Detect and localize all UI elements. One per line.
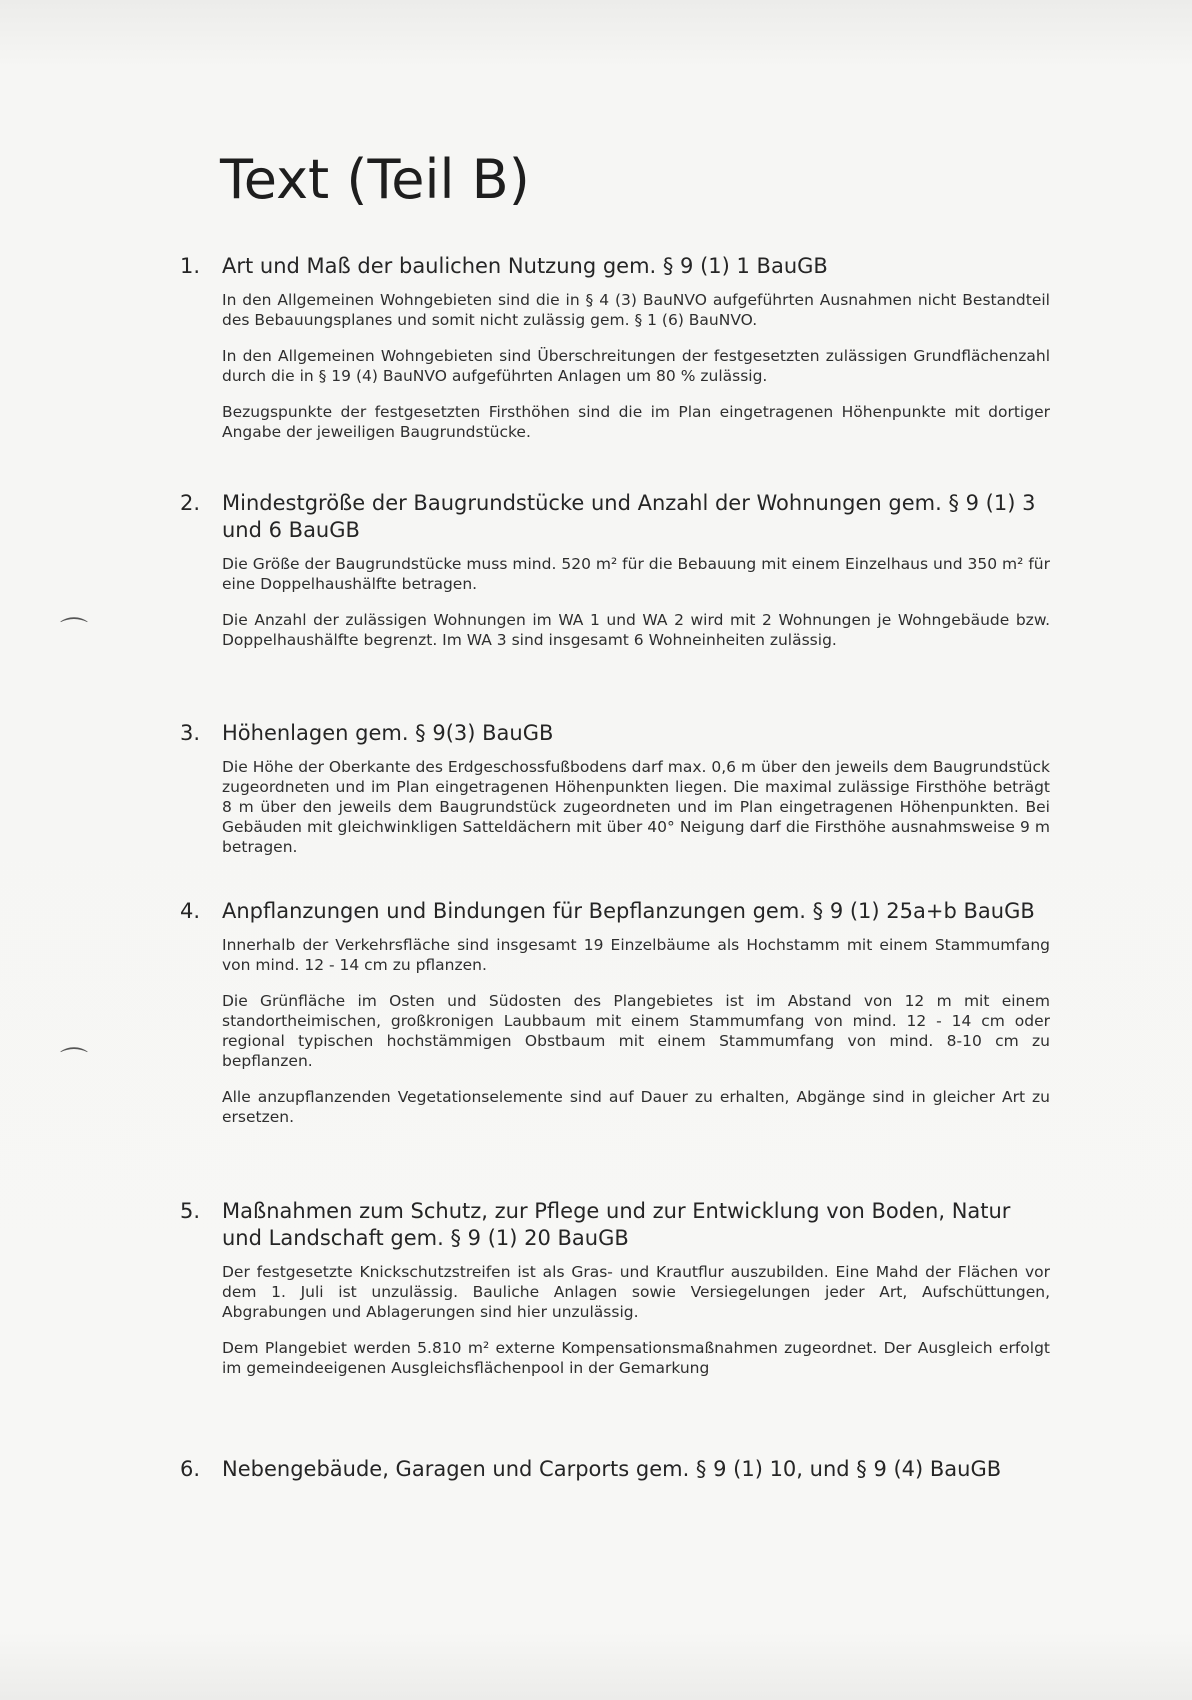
section-number: 3. — [180, 721, 201, 745]
section-title: Nebengebäude, Garagen und Carports gem. § 9 (1) 10, und § 9 (4) BauGB — [222, 1457, 1002, 1481]
section-number: 5. — [180, 1199, 201, 1223]
section-title: Höhenlagen gem. § 9(3) BauGB — [222, 721, 554, 745]
paragraph: Bezugspunkte der festgesetzten Firsthöhen sind die im Plan eingetragenen Höhenpunkte mit dortiger Angabe der jeweiligen Baugrundstücke. — [222, 403, 1050, 441]
page-title: Text (Teil B) — [220, 148, 530, 211]
section-heading — [180, 1456, 1050, 1483]
paragraph: Die Höhe der Oberkante des Erdgeschossfußbodens darf max. 0,6 m über den jeweils dem Baugrundstück zugeordneten und im Plan eingetragenen Höhenpunkten liegen. Die maximal zulässige Firsthöhe beträgt 8 m über den jeweils dem Baugrundstück zugeordneten und im Plan eingetragenen Höhenpunkten. Bei Gebäuden mit gleichwinkligen Satteldächern mit über 40° Neigung darf die Firsthöhe ausnahmsweise 9 m betragen. — [222, 758, 1050, 856]
paragraph: Die Größe der Baugrundstücke muss mind. 520 m² für die Bebauung mit einem Einzelhaus und 350 m² für eine Doppelhaushälfte betragen. — [222, 555, 1050, 593]
section-heading — [180, 253, 1050, 280]
section-title: Art und Maß der baulichen Nutzung gem. § 9 (1) 1 BauGB — [222, 254, 828, 278]
section-heading — [180, 1198, 1050, 1252]
paragraph: Dem Plangebiet werden 5.810 m² externe Kompensationsmaßnahmen zugeordnet. Der Ausgleich erfolgt im gemeindeeigenen Ausgleichsflächenpool in der Gemarkung — [222, 1339, 1050, 1377]
paragraph: Der festgesetzte Knickschutzstreifen ist als Gras- und Krautflur auszubilden. Eine Mahd der Flächen vor dem 1. Juli ist unzulässig. Bauliche Anlagen sowie Versiegelungen jeder Art, Aufschüttungen, Abgrabungen und Ablagerungen sind hier unzulässig. — [222, 1263, 1050, 1321]
section-5 — [180, 1198, 1050, 1378]
section-number: 6. — [180, 1457, 201, 1481]
paragraph: Innerhalb der Verkehrsfläche sind insgesamt 19 Einzelbäume als Hochstamm mit einem Stammumfang von mind. 12 - 14 cm zu pflanzen. — [222, 936, 1050, 974]
section-4 — [180, 898, 1050, 1127]
section-number: 2. — [180, 491, 201, 515]
section-6 — [180, 1456, 1050, 1483]
paragraph: In den Allgemeinen Wohngebieten sind die in § 4 (3) BauNVO aufgeführten Ausnahmen nicht Bestandteil des Bebauungsplanes und somit nicht zulässig gem. § 1 (6) BauNVO. — [222, 291, 1050, 329]
section-number: 4. — [180, 899, 201, 923]
section-title: Anpflanzungen und Bindungen für Bepflanzungen gem. § 9 (1) 25a+b BauGB — [222, 899, 1035, 923]
section-title: Mindestgröße der Baugrundstücke und Anzahl der Wohnungen gem. § 9 (1) 3 und 6 BauGB — [222, 491, 1036, 542]
section-number: 1. — [180, 254, 201, 278]
punch-hole-mark: ⌒ — [60, 615, 89, 648]
paragraph: Alle anzupflanzenden Vegetationselemente sind auf Dauer zu erhalten, Abgänge sind in gleicher Art zu ersetzen. — [222, 1088, 1050, 1126]
section-3 — [180, 720, 1050, 857]
section-2 — [180, 490, 1050, 650]
section-heading — [180, 898, 1050, 925]
paragraph: Die Anzahl der zulässigen Wohnungen im WA 1 und WA 2 wird mit 2 Wohnungen je Wohngebäude bzw. Doppelhaushälfte begrenzt. Im WA 3 sind insgesamt 6 Wohneinheiten zulässig. — [222, 611, 1050, 649]
paragraph: Die Grünfläche im Osten und Südosten des Plangebietes ist im Abstand von 12 m mit einem standortheimischen, großkronigen Laubbaum mit einem Stammumfang von mind. 12 - 14 cm oder regional typischen hochstämmigen Obstbaum mit einem Stammumfang von mind. 8-10 cm zu bepflanzen. — [222, 992, 1050, 1070]
paragraph: In den Allgemeinen Wohngebieten sind Überschreitungen der festgesetzten zulässigen Grundflächenzahl durch die in § 19 (4) BauNVO aufgeführten Anlagen um 80 % zulässig. — [222, 347, 1050, 385]
section-heading — [180, 720, 1050, 747]
section-1 — [180, 253, 1050, 442]
section-heading — [180, 490, 1050, 544]
section-title: Maßnahmen zum Schutz, zur Pflege und zur Entwicklung von Boden, Natur und Landschaft gem. § 9 (1) 20 BauGB — [222, 1199, 1011, 1250]
punch-hole-mark: ⌒ — [60, 1045, 89, 1078]
